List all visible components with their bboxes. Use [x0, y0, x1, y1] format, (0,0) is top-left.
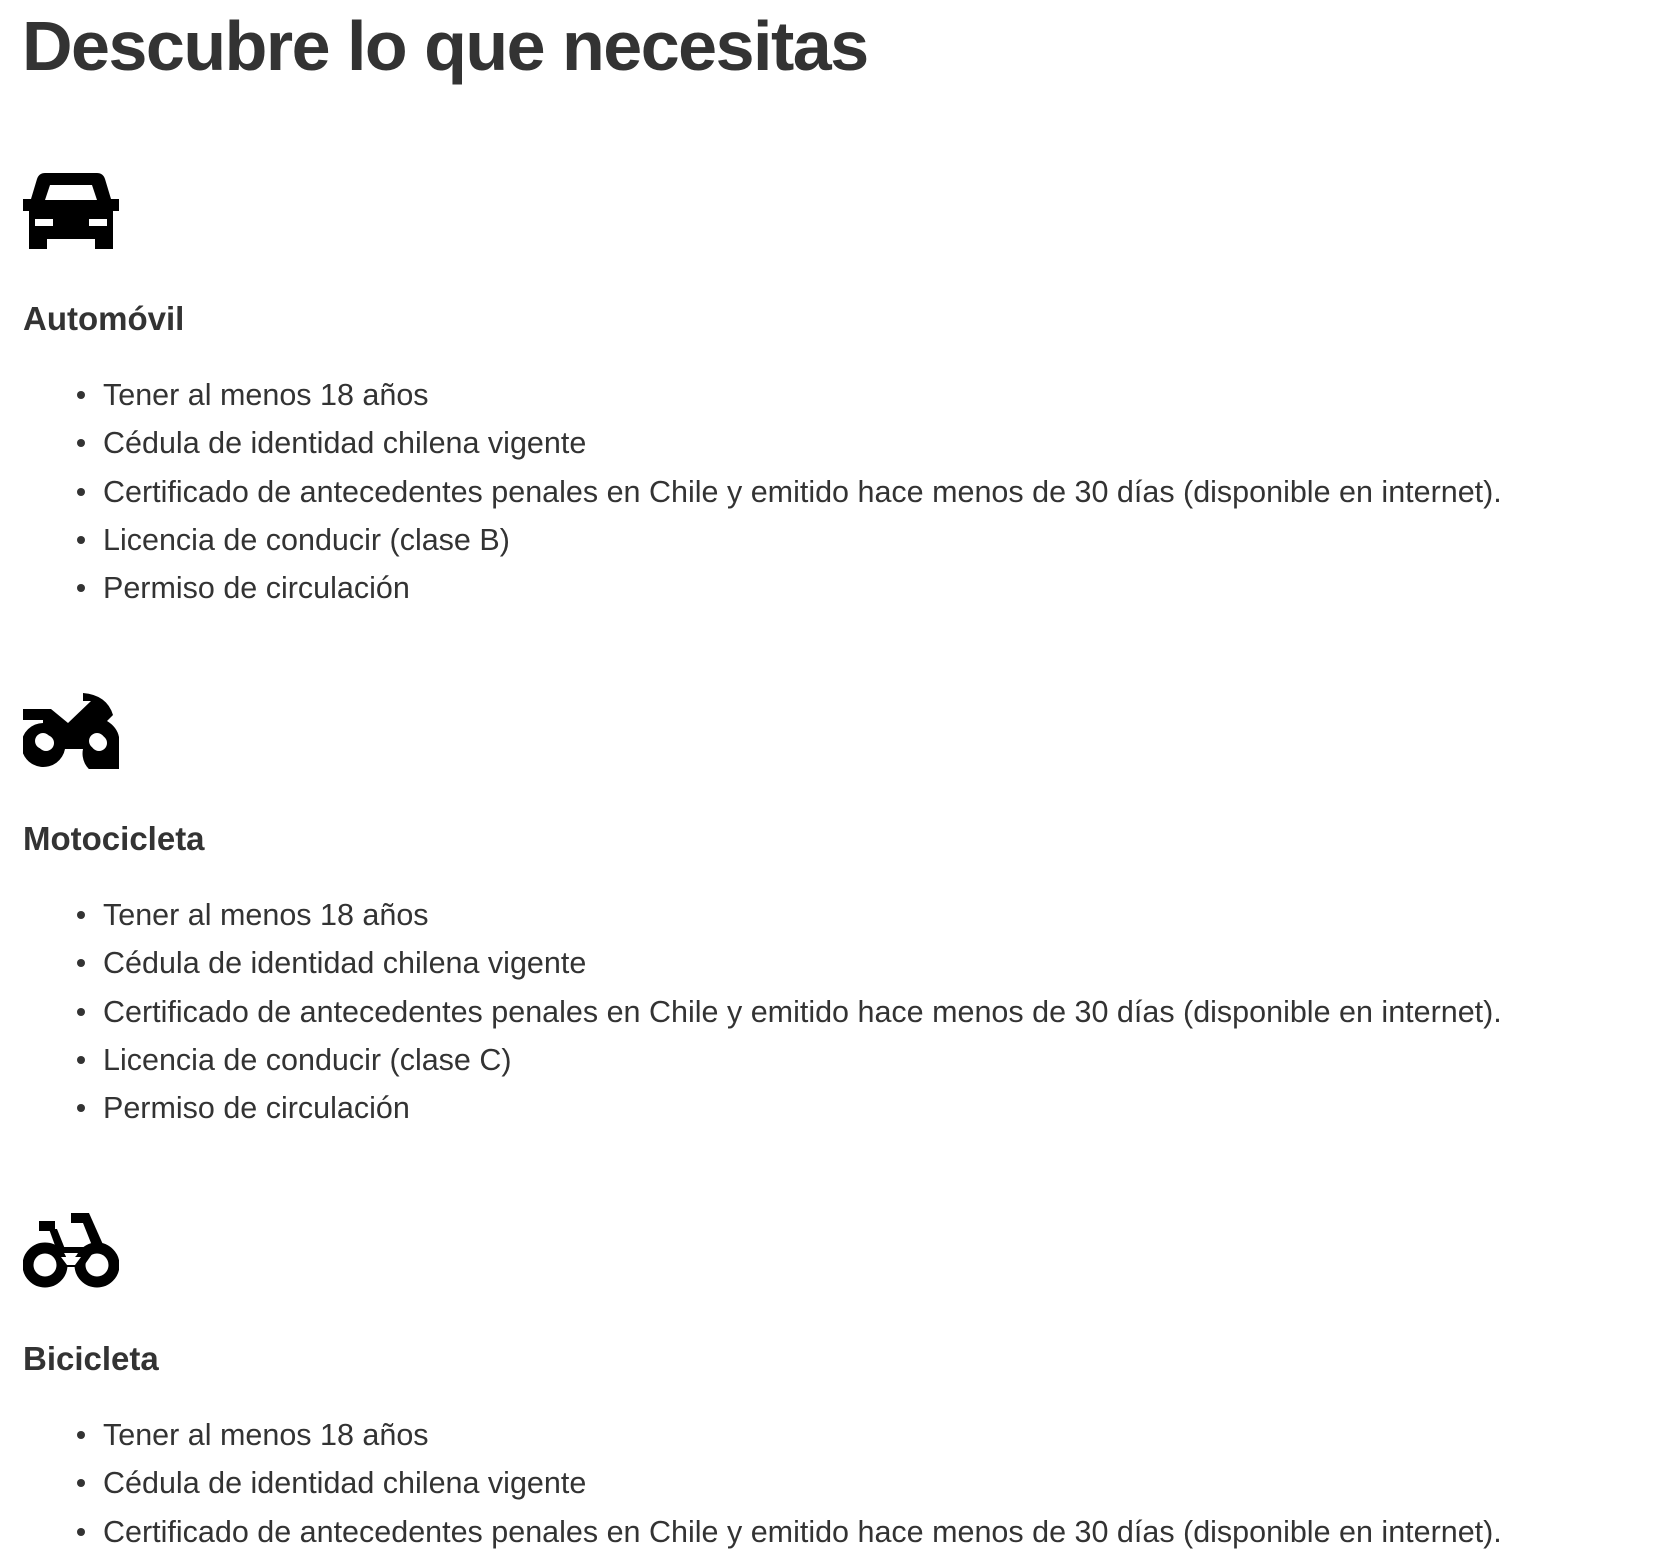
bullet [77, 1008, 85, 1016]
list-item [0, 468, 1502, 516]
section-heading: Bicicleta [23, 1340, 159, 1377]
bullet [77, 1528, 85, 1536]
list-item [0, 419, 1502, 467]
list-item-text: Certificado de antecedentes penales en Chile y emitido hace menos de 30 días (disponible en internet). [103, 474, 1502, 509]
list-item [0, 891, 1502, 939]
list-item-text: Certificado de antecedentes penales en Chile y emitido hace menos de 30 días (disponible en internet). [103, 1514, 1502, 1549]
list-item-text: Licencia de conducir (clase B) [103, 522, 510, 557]
list-item [0, 371, 1502, 419]
bullet [77, 1431, 85, 1439]
bullet [77, 439, 85, 447]
list-item-text: Cédula de identidad chilena vigente [103, 426, 587, 461]
requirements-list [0, 1411, 1502, 1556]
requirements-list [0, 371, 1502, 612]
list-item [0, 1036, 1502, 1084]
bullet [77, 1104, 85, 1112]
bullet [77, 911, 85, 919]
bullet [77, 584, 85, 592]
requirements-section-car [0, 173, 1678, 673]
list-item [0, 516, 1502, 564]
bullet [77, 1479, 85, 1487]
bullet [77, 536, 85, 544]
bullet [77, 488, 85, 496]
list-item [0, 988, 1502, 1036]
list-item [0, 564, 1502, 612]
car-icon [23, 173, 119, 249]
list-item [0, 939, 1502, 987]
list-item-text: Permiso de circulación [103, 1091, 410, 1126]
list-item-text: Tener al menos 18 años [103, 1418, 429, 1452]
list-item [0, 1459, 1502, 1507]
bullet [77, 391, 85, 399]
requirements-section-motorcycle [0, 693, 1678, 1193]
requirements-list [0, 891, 1502, 1132]
motorcycle-icon [23, 693, 119, 769]
list-item-text: Tener al menos 18 años [103, 378, 429, 412]
list-item-text: Cédula de identidad chilena vigente [103, 946, 587, 981]
section-heading: Automóvil [23, 300, 185, 337]
list-item [0, 1508, 1502, 1556]
section-heading: Motocicleta [23, 820, 205, 857]
list-item-text: Cédula de identidad chilena vigente [103, 1466, 587, 1501]
list-item [0, 1411, 1502, 1459]
page-title: Descubre lo que necesitas [22, 7, 868, 85]
list-item-text: Tener al menos 18 años [103, 898, 429, 932]
bullet [77, 1056, 85, 1064]
requirements-section-bicycle [0, 1213, 1678, 1568]
list-item [0, 1084, 1502, 1132]
bicycle-icon [23, 1213, 119, 1289]
list-item-text: Certificado de antecedentes penales en Chile y emitido hace menos de 30 días (disponible en internet). [103, 994, 1502, 1029]
list-item-text: Permiso de circulación [103, 571, 410, 606]
list-item-text: Licencia de conducir (clase C) [103, 1042, 512, 1077]
bullet [77, 959, 85, 967]
